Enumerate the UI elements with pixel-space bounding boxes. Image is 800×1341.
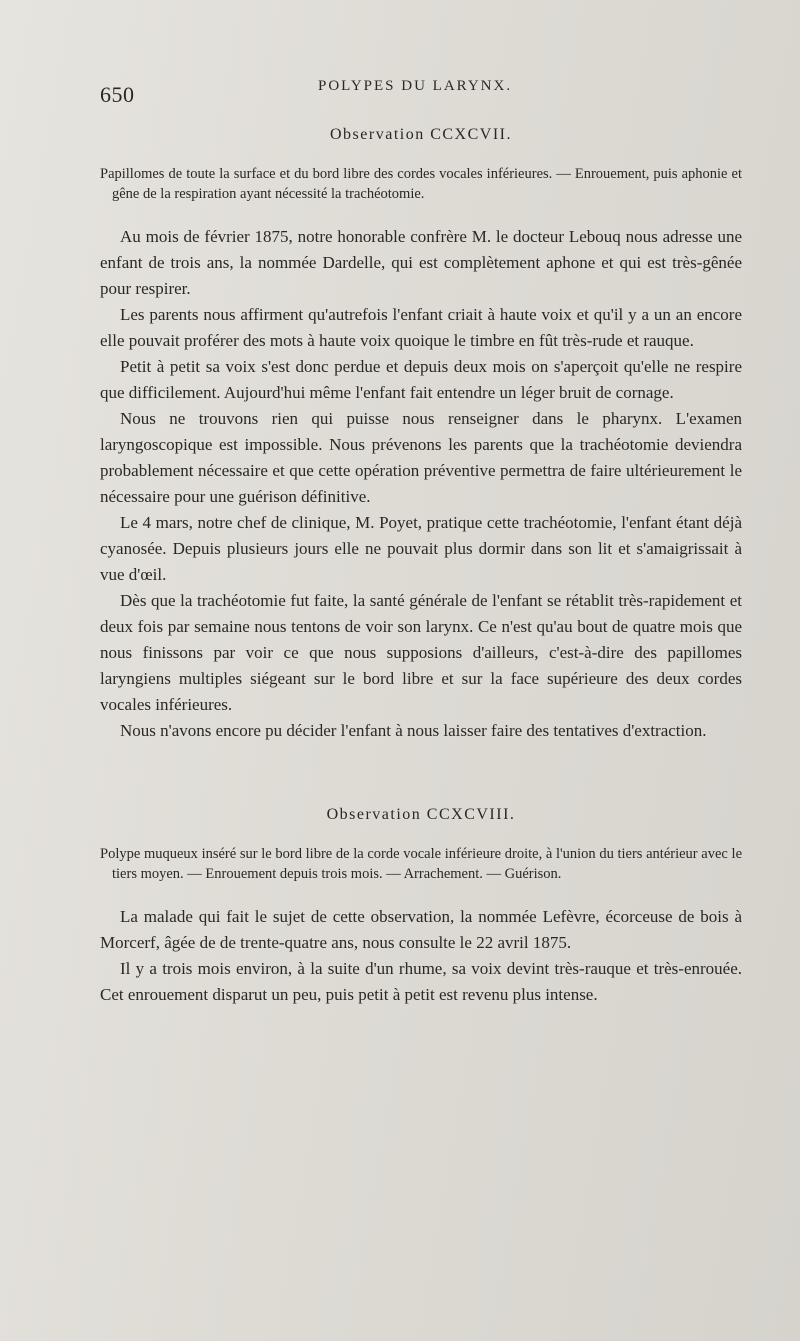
- paragraph: Dès que la trachéotomie fut faite, la santé générale de l'enfant se rétablit très-rapidement et deux fois par semaine nous tentons de voir son larynx. Ce n'est qu'au bout de quatre mois que nous finissons par voir ce que nous supposions d'ailleurs, c'est-à-dire des papillomes laryngiens multiples siégeant sur le bord libre et sur la face supérieure des deux cordes vocales inférieures.: [100, 591, 742, 714]
- paragraph: Petit à petit sa voix s'est donc perdue et depuis deux mois on s'aperçoit qu'elle ne respire que difficilement. Aujourd'hui même l'enfant fait entendre un léger bruit de cornage.: [100, 357, 742, 402]
- observation-summary: Papillomes de toute la surface et du bord libre des cordes vocales inférieures. — Enrouement, puis aphonie et gêne de la respiration ayant nécessité la trachéotomie.: [100, 166, 742, 202]
- page-header: [100, 78, 742, 114]
- paragraph: Les parents nous affirment qu'autrefois l'enfant criait à haute voix et qu'il y a un an encore elle pouvait proférer des mots à haute voix quoique le timbre en fût très-rude et rauque.: [100, 305, 742, 350]
- observation-title: Observation CCXCVII.: [330, 126, 512, 143]
- paragraph: Au mois de février 1875, notre honorable confrère M. le docteur Lebouq nous adresse une enfant de trois ans, la nommée Dardelle, qui est complètement aphone et qui est très-gênée pour respirer.: [100, 227, 742, 298]
- paragraph: Il y a trois mois environ, à la suite d'un rhume, sa voix devint très-rauque et très-enrouée. Cet enrouement disparut un peu, puis petit à petit est revenu plus intense.: [100, 959, 742, 1004]
- page-number: 650: [100, 82, 135, 107]
- paragraph: La malade qui fait le sujet de cette observation, la nommée Lefèvre, écorceuse de bois à Morcerf, âgée de de trente-quatre ans, nous consulte le 22 avril 1875.: [100, 907, 742, 952]
- paragraph: Nous n'avons encore pu décider l'enfant à nous laisser faire des tentatives d'extraction.: [120, 721, 707, 740]
- observation-summary: Polype muqueux inséré sur le bord libre de la corde vocale inférieure droite, à l'union du tiers antérieur avec le tiers moyen. — Enrouement depuis trois mois. — Arrachement. — Guérison.: [100, 846, 742, 882]
- running-head: POLYPES DU LARYNX.: [318, 78, 513, 94]
- observation-title: Observation CCXCVIII.: [326, 806, 516, 823]
- paragraph: Nous ne trouvons rien qui puisse nous renseigner dans le pharynx. L'examen laryngoscopique est impossible. Nous prévenons les parents que la trachéotomie deviendra probablement nécessaire et que cette opération préventive permettra de faire ultérieurement le nécessaire pour une guérison définitive.: [100, 409, 742, 506]
- paragraph: Le 4 mars, notre chef de clinique, M. Poyet, pratique cette trachéotomie, l'enfant étant déjà cyanosée. Depuis plusieurs jours elle ne pouvait plus dormir dans son lit et s'amaigrissait à vue d'œil.: [100, 513, 742, 584]
